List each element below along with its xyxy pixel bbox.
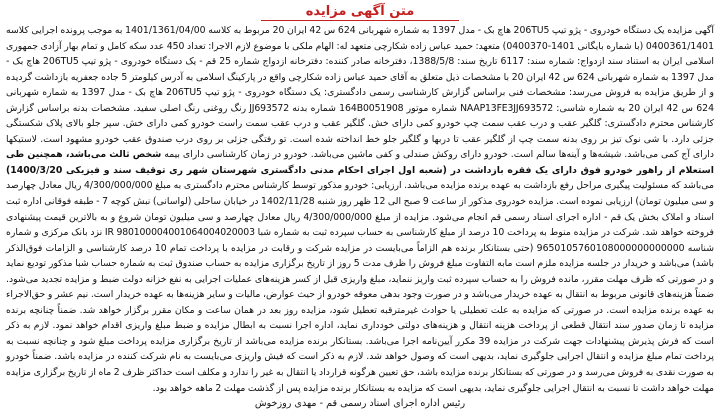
notice-auction-terms: می‌باشد که مسئولیت پیگیری مراحل رفع بازداشت به عهده برنده مزایده می‌باشد. ارزیابی: خودرو مذکور توسط کارشناس محترم دادگستری به مبلغ 4/300/000/000 ریال معادل چهارصد و سی میلیون تومان) ارزیابی نموده است. مزایده خودروی مذکور از ساعت 9 صبح الی 12 ظهر روز شنبه 1402/11/28 در خیابان ساحلی (لواسانی) نبش کوچه 7 - طبقه فوقانی اداره ثبت اسناد و املاک بخش یک قم - اداره اجرای اسناد رسمی قم انجام می‌شود. مزایده از مبلغ 4/300/000/000 ریال معادل چهارصد و سی میلیون تومان شروع و به بالاترین قیمت پیشنهادی فروخته خواهد شد. شرکت در مزایده منوط به پرداخت 10 درصد از مبلغ کارشناسی به حساب سپرده ثبت به شماره شبا IR 980100004001064004020003 نزد بانک مرکزی و شماره شناسه 9650105760108000000000000 (حتی بستانکار برنده هم الزاماً می‌بایست در مزایده شرکت و رقابت در مزایده با پرداخت تمام 10 درصد کارشناسی و الزامات فوق‌الذکر باشد) می‌باشد و خریدار در جلسه مزایده ملزم است مابه التفاوت مبلغ فروش را ظرف مدت 5 روز از تاریخ برگزاری مزایده به حساب صندوق ثبت به شماره حساب شبا مذکور تودیع نماید و در صورتی که ظرف مهلت مقرر، مانده فروش را به حساب سپرده ثبت واریز ننماید، مبلغ واریزی قبل از کسر هزینه‌های عملیات اجرایی به نفع خزانه دولت ضبط و مزایده تجدید می‌شود. ضمناً هزینه‌های قانونی مربوط به انتقال به عهده خریدار می‌باشد و در صورت وجود بدهی معوقه خودرو از حیث عوارض، مالیات و سایر هزینه‌ها به عهده خریدار است. نیم عشر و حق‌الاجراء به عهده برنده مزایده است. در صورتی که مزایده به علت تعطیلی یا حوادث غیرمترقبه تعطیل شود، مزایده روز بعد در همان ساعت و مکان مقرر برگزار خواهد شد. ضمناً چنانچه برنده مزایده تا زمان صدور سند انتقال قطعی از پرداخت هزینه انتقال و هزینه‌های دولتی خودداری نماید، اداره اجرا نسبت به ابطال مزایده و ضبط مبلغ واریزی اقدام خواهد نمود. لازم به ذکر است که فرش پذیرش پیشنهادات جهت شرکت در مزایده 39 مکرر آیین‌نامه اجرا می‌باشد. بستانکار برنده مزایده می‌باشد از تاریخ برگزاری مزایده پرداخت مبلغ شود و چنانچه نسبت به پرداخت تمام مبلغ مزایده و انتقال اجرایی جلوگیری نماید، بدیهی است که وصول خواهد شد. لازم به ذکر است که فیش واریزی می‌بایست به نام شرکت کننده در مزایده باشد. ضمناً خودرو به صورت نقدی به فروش می‌رسد و در صورتی که بستانکار برنده مزایده باشد، حق تعیین هرگونه قرارداد یا انتقال به غیر را ندارد و مکلف است حداکثر ظرف 2 ماه از تاریخ برگزاری مزایده مهلت خواهد داشت تا نسبت به انتقال اجرایی جلوگیری نماید، بدیهی است که مزایده به بستانکار برنده مزایده پس از گذشت مهلت 2 ماهه خواهد بود.: [6, 180, 715, 394]
notice-seizure-clause: شخص ثالث می‌باشد، همچنین طی استعلام از راهور خودرو فوق دارای یک فقره بازداشت در (شعبه اول اجرای احکام مدنی دادگستری شهرستان شهر ری توقیف سند و فیزیکی 1400/3/20): [6, 149, 714, 176]
notice-title: متن آگهی مزایده: [305, 4, 415, 19]
notice-signature: رئیس اداره اجرای اسناد رسمی قم - مهدی روزخوش: [254, 398, 466, 410]
notice-case-details: به موجب پرونده اجرایی کلاسه 0400361/1401 (با شماره بایگانی 1401-0400370) متعهد: حمید عباس زاده شکارچی متعهد له: الهام ملکی با موضوع لازم الاجرا: تعداد 450 عدد سکه کامل و تمام بهار آزادی جمهوری اسلامی ایران به استناد سند ازدواج: شماره سند: 6117 تاریخ سند: 1388/5/8، دفترخانه صادر کننده: دفترخانه ازدواج شماره 25 قم - یک دستگاه خودروی - پژو تیپ 206TU5 هاچ بک - مدل 1397 به شماره شهربانی 624 س 42 ایران 20 با مشخصات ذیل متعلق به آقای حمید عباس زاده شکارچی واقع در پارکینگ اسلامی به آدرس کیلومتر 5 جاده جعفریه بازداشت گردیده و از طریق مزایده به فروش می‌رسد: مشخصات فنی براساس گزارش کارشناسی رسمی دادگستری: یک دستگاه خودروی - پژو تیپ 206TU5 هاچ بک - مدل 1397 به شماره شهربانی 624 س 42 ایران 20 به شماره شاسی: NAAP13FE3JJ693572 شماره موتور 164B0051908 شماره بدنه JJ693572 رنگ روغنی رنگ اصلی سفید. مشخصات بدنه براساس گزارش کارشناس محترم دادگستری: گلگیر عقب و درب عقب سمت چپ خودرو کمی دارای خش. گلگیر عقب و درب عقب سمت راست خودرو کمی دارای خش. سپر جلو بالای پلاک شکستگی جزئی دارد. با شی نوک تیز بر روی بدنه سمت چپ از گلگیر عقب تا دربها و گلگیر جلو خط انداخته شده است. تو رفتگی جزئی بر روی درب صندوق عقب خودرو مشهود است. لاستیکها دارای آج کمی می‌باشد. شیشه‌ها و آینه‌ها سالم است. خودرو دارای روکش صندلی و کفی ماشین می‌باشد. خودرو در زمان کارشناسی دارای بیمه: [6, 25, 715, 161]
notice-body: [6, 23, 714, 396]
title-underline: [261, 20, 459, 21]
notice-intro: آگهی مزایده یک دستگاه خودروی - پژو تیپ 206TU5 هاچ بک - مدل 1397 به شماره شهربانی 624 س 42 ایران 20 مربوط به کلاسه 1401/1361/04/00: [122, 25, 714, 36]
notice-header: [6, 3, 714, 21]
